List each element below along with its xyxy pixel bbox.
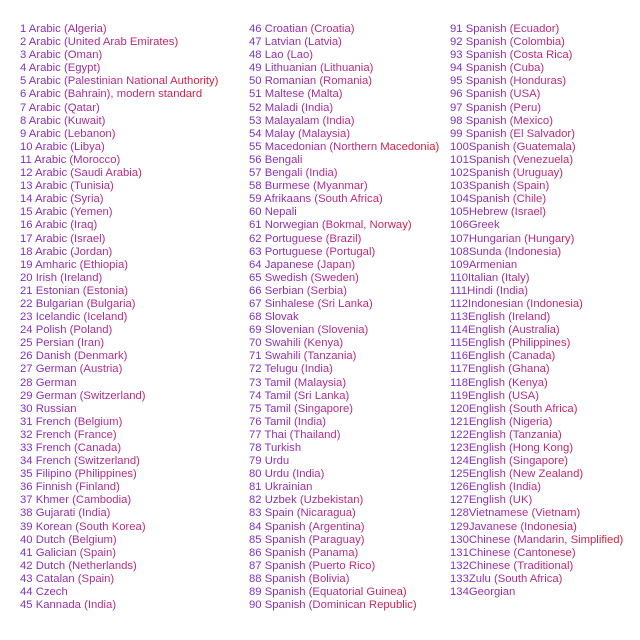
language-column-2: [249, 23, 439, 612]
language-item: 91 Spanish (Ecuador): [450, 23, 623, 36]
language-item: 81 Ukrainian: [249, 481, 439, 494]
language-item: 82 Uzbek (Uzbekistan): [249, 494, 439, 507]
language-item: 45 Kannada (India): [20, 599, 218, 612]
language-item: 38 Gujarati (India): [20, 507, 218, 520]
language-item: 2 Arabic (United Arab Emirates): [20, 36, 218, 49]
language-item: 118English (Kenya): [450, 377, 623, 390]
language-item: 49 Lithuanian (Lithuania): [249, 62, 439, 75]
language-item: 129Javanese (Indonesia): [450, 521, 623, 534]
language-item: 57 Bengali (India): [249, 167, 439, 180]
language-item: 20 Irish (Ireland): [20, 272, 218, 285]
language-item: 97 Spanish (Peru): [450, 102, 623, 115]
language-item: 33 French (Canada): [20, 442, 218, 455]
language-item: 54 Malay (Malaysia): [249, 128, 439, 141]
language-item: 36 Finnish (Finland): [20, 481, 218, 494]
language-item: 44 Czech: [20, 586, 218, 599]
language-item: 43 Catalan (Spain): [20, 573, 218, 586]
language-item: 14 Arabic (Syria): [20, 193, 218, 206]
language-item: 109Armenian: [450, 259, 623, 272]
language-item: 98 Spanish (Mexico): [450, 115, 623, 128]
language-item: 52 Maladi (India): [249, 102, 439, 115]
language-item: 72 Telugu (India): [249, 363, 439, 376]
language-item: 37 Khmer (Cambodia): [20, 494, 218, 507]
language-item: 120English (South Africa): [450, 403, 623, 416]
language-item: 60 Nepali: [249, 206, 439, 219]
language-item: 128Vietnamese (Vietnam): [450, 507, 623, 520]
language-item: 103Spanish (Spain): [450, 180, 623, 193]
language-item: 110Italian (Italy): [450, 272, 623, 285]
language-item: 121English (Nigeria): [450, 416, 623, 429]
language-item: 105Hebrew (Israel): [450, 206, 623, 219]
language-column-1: [20, 23, 218, 612]
language-item: 4 Arabic (Egypt): [20, 62, 218, 75]
language-item: 73 Tamil (Malaysia): [249, 377, 439, 390]
language-item: 65 Swedish (Sweden): [249, 272, 439, 285]
language-item: 85 Spanish (Paraguay): [249, 534, 439, 547]
language-item: 133Zulu (South Africa): [450, 573, 623, 586]
language-item: 6 Arabic (Bahrain), modern standard: [20, 88, 218, 101]
language-item: 90 Spanish (Dominican Republic): [249, 599, 439, 612]
language-item: 7 Arabic (Qatar): [20, 102, 218, 115]
language-item: 1 Arabic (Algeria): [20, 23, 218, 36]
language-item: 74 Tamil (Sri Lanka): [249, 390, 439, 403]
language-item: 101Spanish (Venezuela): [450, 154, 623, 167]
language-item: 79 Urdu: [249, 455, 439, 468]
language-item: 111Hindi (India): [450, 285, 623, 298]
language-item: 25 Persian (Iran): [20, 337, 218, 350]
language-item: 32 French (France): [20, 429, 218, 442]
language-item: 69 Slovenian (Slovenia): [249, 324, 439, 337]
language-item: 66 Serbian (Serbia): [249, 285, 439, 298]
language-item: 122English (Tanzania): [450, 429, 623, 442]
language-item: 29 German (Switzerland): [20, 390, 218, 403]
language-item: 123English (Hong Kong): [450, 442, 623, 455]
language-item: 18 Arabic (Jordan): [20, 246, 218, 259]
language-item: 113English (Ireland): [450, 311, 623, 324]
language-item: 55 Macedonian (Northern Macedonia): [249, 140, 440, 153]
language-item: 15 Arabic (Yemen): [20, 206, 218, 219]
language-item: 17 Arabic (Israel): [20, 233, 218, 246]
language-item: 117English (Ghana): [450, 363, 623, 376]
language-item: 68 Slovak: [249, 311, 439, 324]
language-item: 106Greek: [450, 219, 623, 232]
language-item: 21 Estonian (Estonia): [20, 285, 218, 298]
language-item: 77 Thai (Thailand): [249, 429, 439, 442]
language-item: 92 Spanish (Colombia): [450, 36, 623, 49]
language-item: 47 Latvian (Latvia): [249, 36, 439, 49]
language-item: 67 Sinhalese (Sri Lanka): [249, 298, 439, 311]
language-item: 114English (Australia): [450, 324, 623, 337]
language-item: 107Hungarian (Hungary): [450, 233, 623, 246]
language-item: 24 Polish (Poland): [20, 324, 218, 337]
language-item: 76 Tamil (India): [249, 416, 439, 429]
language-item: 42 Dutch (Netherlands): [20, 560, 218, 573]
language-item: 130Chinese (Mandarin, Simplified): [450, 533, 624, 546]
language-item: 19 Amharic (Ethiopia): [20, 259, 218, 272]
language-item: 78 Turkish: [249, 442, 439, 455]
language-item: 27 German (Austria): [20, 363, 218, 376]
language-item: 50 Romanian (Romania): [249, 75, 439, 88]
language-item: 23 Icelandic (Iceland): [20, 311, 218, 324]
language-item: 9 Arabic (Lebanon): [20, 128, 218, 141]
language-item: 8 Arabic (Kuwait): [20, 115, 218, 128]
language-item: 112Indonesian (Indonesia): [450, 298, 623, 311]
language-item: 35 Filipino (Philippines): [20, 468, 218, 481]
language-item: 26 Danish (Denmark): [20, 350, 218, 363]
language-item: 31 French (Belgium): [20, 416, 218, 429]
language-item: 84 Spanish (Argentina): [249, 521, 439, 534]
language-item: 104Spanish (Chile): [450, 193, 623, 206]
language-item: 95 Spanish (Honduras): [450, 75, 623, 88]
language-item: 127English (UK): [450, 494, 623, 507]
language-item: 86 Spanish (Panama): [249, 547, 439, 560]
language-item: 88 Spanish (Bolivia): [249, 573, 439, 586]
language-item: 115English (Philippines): [450, 337, 623, 350]
language-item: 126English (India): [450, 481, 623, 494]
language-item: 75 Tamil (Singapore): [249, 403, 439, 416]
language-item: 100Spanish (Guatemala): [450, 141, 623, 154]
language-item: 3 Arabic (Oman): [20, 49, 218, 62]
language-item: 11 Arabic (Morocco): [20, 154, 218, 167]
language-item: 40 Dutch (Belgium): [20, 534, 218, 547]
language-item: 87 Spanish (Puerto Rico): [249, 560, 439, 573]
language-item: 96 Spanish (USA): [450, 88, 623, 101]
language-item: 131Chinese (Cantonese): [450, 547, 623, 560]
language-item: 93 Spanish (Costa Rica): [450, 49, 623, 62]
language-item: 89 Spanish (Equatorial Guinea): [249, 586, 439, 599]
language-item: 71 Swahili (Tanzania): [249, 350, 439, 363]
language-item: 94 Spanish (Cuba): [450, 62, 623, 75]
language-item: 108Sunda (Indonesia): [450, 246, 623, 259]
language-item: 28 German: [20, 377, 218, 390]
language-item: 83 Spain (Nicaragua): [249, 507, 439, 520]
language-item: 125English (New Zealand): [450, 468, 623, 481]
language-item: 134Georgian: [450, 586, 623, 599]
language-item: 12 Arabic (Saudi Arabia): [20, 167, 218, 180]
language-item: 10 Arabic (Libya): [20, 141, 218, 154]
language-item: 62 Portuguese (Brazil): [249, 233, 439, 246]
language-item: 48 Lao (Lao): [249, 49, 439, 62]
language-item: 116English (Canada): [450, 350, 623, 363]
language-item: 39 Korean (South Korea): [20, 521, 218, 534]
language-item: 124English (Singapore): [450, 455, 623, 468]
language-item: 5 Arabic (Palestinian National Authority): [20, 75, 219, 88]
language-item: 22 Bulgarian (Bulgaria): [20, 298, 218, 311]
language-item: 80 Urdu (India): [249, 468, 439, 481]
language-column-3: [450, 23, 623, 599]
language-item: 119English (USA): [450, 390, 623, 403]
language-item: 70 Swahili (Kenya): [249, 337, 439, 350]
language-item: 41 Galician (Spain): [20, 547, 218, 560]
language-item: 58 Burmese (Myanmar): [249, 180, 439, 193]
language-item: 64 Japanese (Japan): [249, 259, 439, 272]
language-item: 51 Maltese (Malta): [249, 88, 439, 101]
language-item: 99 Spanish (El Salvador): [450, 128, 623, 141]
language-item: 61 Norwegian (Bokmal, Norway): [249, 219, 439, 232]
language-item: 30 Russian: [20, 403, 218, 416]
language-item: 34 French (Switzerland): [20, 455, 218, 468]
language-item: 46 Croatian (Croatia): [249, 23, 439, 36]
language-item: 63 Portuguese (Portugal): [249, 246, 439, 259]
language-item: 132Chinese (Traditional): [450, 560, 623, 573]
language-item: 102Spanish (Uruguay): [450, 167, 623, 180]
language-item: 13 Arabic (Tunisia): [20, 180, 218, 193]
language-item: 16 Arabic (Iraq): [20, 219, 218, 232]
language-item: 59 Afrikaans (South Africa): [249, 193, 439, 206]
language-item: 53 Malayalam (India): [249, 115, 439, 128]
language-item: 56 Bengali: [249, 154, 439, 167]
